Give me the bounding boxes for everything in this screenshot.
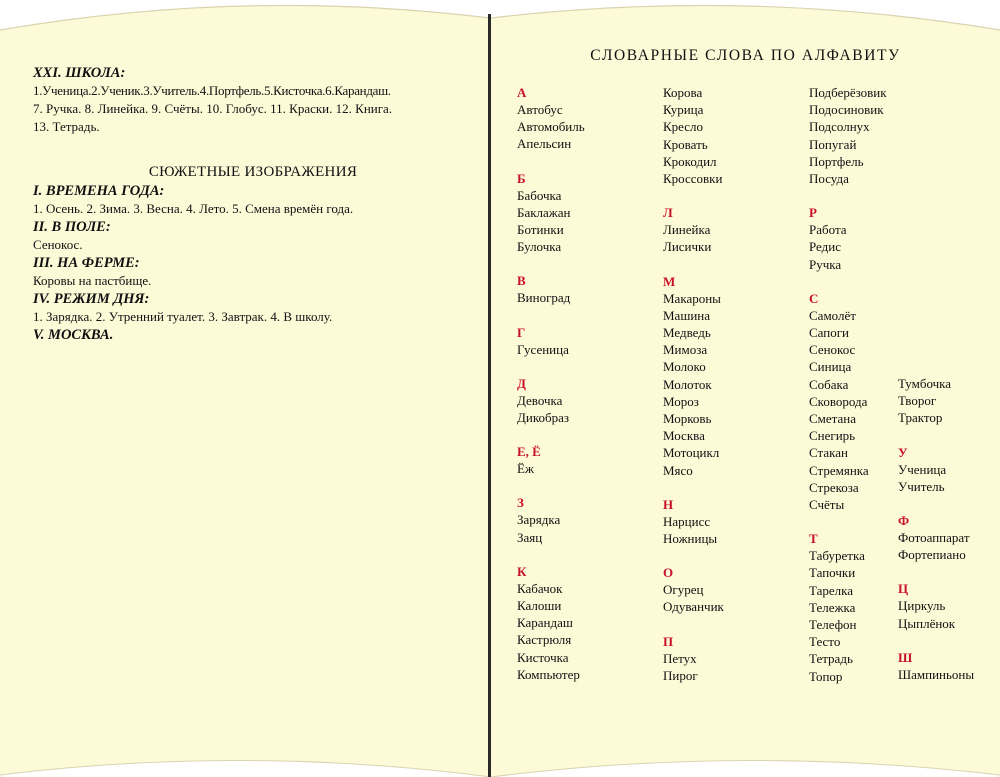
alphabet-letter: Е, Ё: [517, 444, 541, 460]
alphabet-letter: Б: [517, 170, 526, 186]
dictionary-word: Трактор: [898, 410, 943, 426]
group-gap: [898, 563, 974, 580]
dictionary-word: Стрекоза: [809, 479, 859, 495]
dictionary-word: Морковь: [663, 411, 712, 427]
school-line-1: 1.Ученица.2.Ученик.3.Учитель.4.Портфель.5.Кисточка.6.Карандаш.: [33, 83, 391, 98]
section-text: Сенокос.: [33, 237, 83, 252]
dictionary-word: Редис: [809, 239, 841, 255]
dictionary-word: Фортепиано: [898, 547, 966, 563]
school-line-2: 7. Ручка. 8. Линейка. 9. Счёты. 10. Глобус. 11. Краски. 12. Книга.: [33, 101, 393, 116]
school-title: XXI. ШКОЛА:: [33, 65, 126, 81]
dictionary-word: Ботинки: [517, 222, 564, 238]
section-text: Коровы на пастбище.: [33, 273, 152, 288]
dictionary-word: Кроссовки: [663, 171, 723, 187]
dictionary-word: Карандаш: [517, 615, 573, 631]
section-title: II. В ПОЛЕ:: [33, 219, 111, 235]
dictionary-word: Подсолнух: [809, 119, 870, 135]
dictionary-word: Ученица: [898, 461, 947, 477]
dictionary-word: Стакан: [809, 445, 848, 461]
alphabet-letter: В: [517, 273, 526, 289]
dictionary-word: Дикобраз: [517, 410, 569, 426]
dictionary-word: Кабачок: [517, 580, 563, 596]
dictionary-word: Булочка: [517, 239, 562, 255]
dictionary-word: Апельсин: [517, 136, 572, 152]
dictionary-word: Молоко: [663, 359, 706, 375]
dictionary-word: Собака: [809, 376, 849, 392]
dictionary-word: Автобус: [517, 102, 563, 117]
school-line-3: 13. Тетрадь.: [33, 119, 100, 134]
dictionary-title: СЛОВАРНЫЕ СЛОВА ПО АЛФАВИТУ: [590, 47, 901, 64]
alphabet-letter: К: [517, 563, 527, 579]
dictionary-word: Нарцисс: [663, 513, 711, 529]
dictionary-word: Тесто: [809, 634, 841, 650]
dictionary-word: Заяц: [517, 529, 543, 545]
dictionary-word: Девочка: [517, 392, 563, 408]
dictionary-word: Ёж: [517, 461, 534, 477]
group-gap: [517, 255, 585, 272]
dictionary-word: Петух: [663, 650, 697, 666]
group-gap: [663, 479, 724, 496]
dictionary-word: Шампиньоны: [898, 666, 975, 682]
alphabet-letter: М: [663, 273, 676, 289]
dictionary-word: Цыплёнок: [898, 615, 956, 631]
dictionary-word: Автомобиль: [517, 119, 585, 135]
alphabet-letter: Н: [663, 496, 674, 512]
word-column-2: [663, 84, 724, 684]
word-column-4: [898, 375, 974, 683]
dictionary-word: Крокодил: [663, 153, 717, 169]
dictionary-word: Топор: [809, 668, 843, 684]
dictionary-word: Подберёзовик: [809, 85, 887, 100]
dictionary-word: Телефон: [809, 617, 857, 633]
dictionary-word: Компьютер: [517, 666, 580, 682]
dictionary-word: Сапоги: [809, 325, 850, 341]
alphabet-letter: Л: [663, 205, 673, 221]
dictionary-word: Мотоцикл: [663, 445, 720, 461]
group-gap: [898, 427, 974, 444]
dictionary-word: Мимоза: [663, 342, 708, 358]
dictionary-word: Циркуль: [898, 598, 946, 614]
group-gap: [517, 153, 585, 170]
word-column-3: [809, 84, 887, 685]
section-text: 1. Осень. 2. Зима. 3. Весна. 4. Лето. 5. Смена времён года.: [33, 201, 354, 216]
group-gap: [663, 547, 724, 564]
dictionary-word: Лисички: [663, 239, 712, 255]
section-title: IV. РЕЖИМ ДНЯ:: [33, 291, 150, 307]
dictionary-word: Кровать: [663, 136, 708, 152]
plot-images-heading: СЮЖЕТНЫЕ ИЗОБРАЖЕНИЯ: [148, 164, 358, 180]
dictionary-word: Ножницы: [663, 531, 718, 547]
dictionary-word: Стремянка: [809, 462, 869, 478]
group-gap: [809, 513, 887, 530]
group-gap: [517, 358, 585, 375]
dictionary-word: Табуретка: [809, 548, 865, 564]
dictionary-word: Тележка: [809, 599, 856, 615]
alphabet-letter: Р: [809, 205, 817, 221]
alphabet-letter: З: [517, 495, 524, 511]
section-title: III. НА ФЕРМЕ:: [33, 255, 140, 271]
dictionary-word: Москва: [663, 428, 705, 444]
dictionary-word: Молоток: [663, 376, 712, 392]
group-gap: [517, 477, 585, 494]
dictionary-word: Сковорода: [809, 393, 868, 409]
alphabet-letter: Ф: [898, 513, 910, 529]
section-title: I. ВРЕМЕНА ГОДА:: [33, 183, 165, 199]
dictionary-word: Подосиновик: [809, 102, 884, 118]
dictionary-word: Синица: [809, 359, 852, 375]
alphabet-letter: Т: [809, 531, 818, 547]
dictionary-word: Макароны: [663, 290, 721, 306]
dictionary-word: Мясо: [663, 462, 693, 478]
dictionary-word: Работа: [809, 222, 847, 238]
dictionary-word: Посуда: [809, 171, 849, 187]
book-spine: [488, 14, 491, 777]
dictionary-word: Кисточка: [517, 649, 569, 665]
group-gap: [517, 546, 585, 563]
dictionary-word: Самолёт: [809, 307, 856, 323]
dictionary-word: Машина: [663, 307, 711, 323]
dictionary-word: Гусеница: [517, 341, 569, 357]
group-gap: [898, 632, 974, 649]
group-gap: [898, 495, 974, 512]
group-gap: [663, 256, 724, 273]
alphabet-letter: О: [663, 565, 674, 581]
alphabet-letter: А: [517, 85, 527, 100]
dictionary-word: Портфель: [809, 153, 864, 169]
alphabet-letter: Ц: [898, 581, 909, 597]
alphabet-letter: С: [809, 290, 819, 306]
dictionary-word: Кастрюля: [517, 632, 572, 648]
dictionary-word: Попугай: [809, 136, 857, 152]
group-gap: [663, 187, 724, 204]
alphabet-letter: Ш: [898, 649, 913, 665]
dictionary-word: Тумбочка: [898, 376, 952, 391]
dictionary-word: Пирог: [663, 667, 698, 683]
dictionary-word: Виноград: [517, 290, 571, 306]
dictionary-word: Одуванчик: [663, 599, 724, 615]
dictionary-word: Творог: [898, 393, 937, 409]
left-page-content: [33, 64, 473, 344]
dictionary-word: Счёты: [809, 497, 845, 513]
group-gap: [517, 307, 585, 324]
alphabet-letter: П: [663, 633, 674, 649]
alphabet-letter: Д: [517, 375, 526, 391]
section-text: 1. Зарядка. 2. Утренний туалет. 3. Завтрак. 4. В школу.: [33, 309, 333, 324]
dictionary-word: Сметана: [809, 411, 857, 427]
dictionary-word: Учитель: [898, 478, 945, 494]
alphabet-letter: Г: [517, 324, 526, 340]
dictionary-word: Корова: [663, 85, 703, 100]
group-gap: [809, 273, 887, 290]
section-title: V. МОСКВА.: [33, 327, 114, 343]
dictionary-word: Медведь: [663, 325, 711, 341]
dictionary-word: Фотоаппарат: [898, 530, 970, 546]
dictionary-word: Сенокос: [809, 342, 856, 358]
dictionary-word: Бабочка: [517, 187, 562, 203]
group-gap: [809, 187, 887, 204]
dictionary-word: Мороз: [663, 393, 699, 409]
group-gap: [663, 616, 724, 633]
dictionary-word: Зарядка: [517, 512, 561, 528]
alphabet-letter: У: [898, 444, 908, 460]
dictionary-word: Калоши: [517, 598, 562, 614]
dictionary-word: Огурец: [663, 582, 704, 598]
dictionary-word: Линейка: [663, 222, 711, 238]
dictionary-word: Баклажан: [517, 204, 571, 220]
word-column-1: [517, 84, 585, 683]
dictionary-word: Тетрадь: [809, 651, 853, 667]
dictionary-word: Тапочки: [809, 565, 856, 581]
dictionary-word: Снегирь: [809, 428, 856, 444]
dictionary-word: Курица: [663, 102, 704, 118]
dictionary-word: Ручка: [809, 256, 842, 272]
dictionary-word: Тарелка: [809, 582, 854, 598]
group-gap: [517, 426, 585, 443]
dictionary-word: Кресло: [663, 119, 704, 135]
